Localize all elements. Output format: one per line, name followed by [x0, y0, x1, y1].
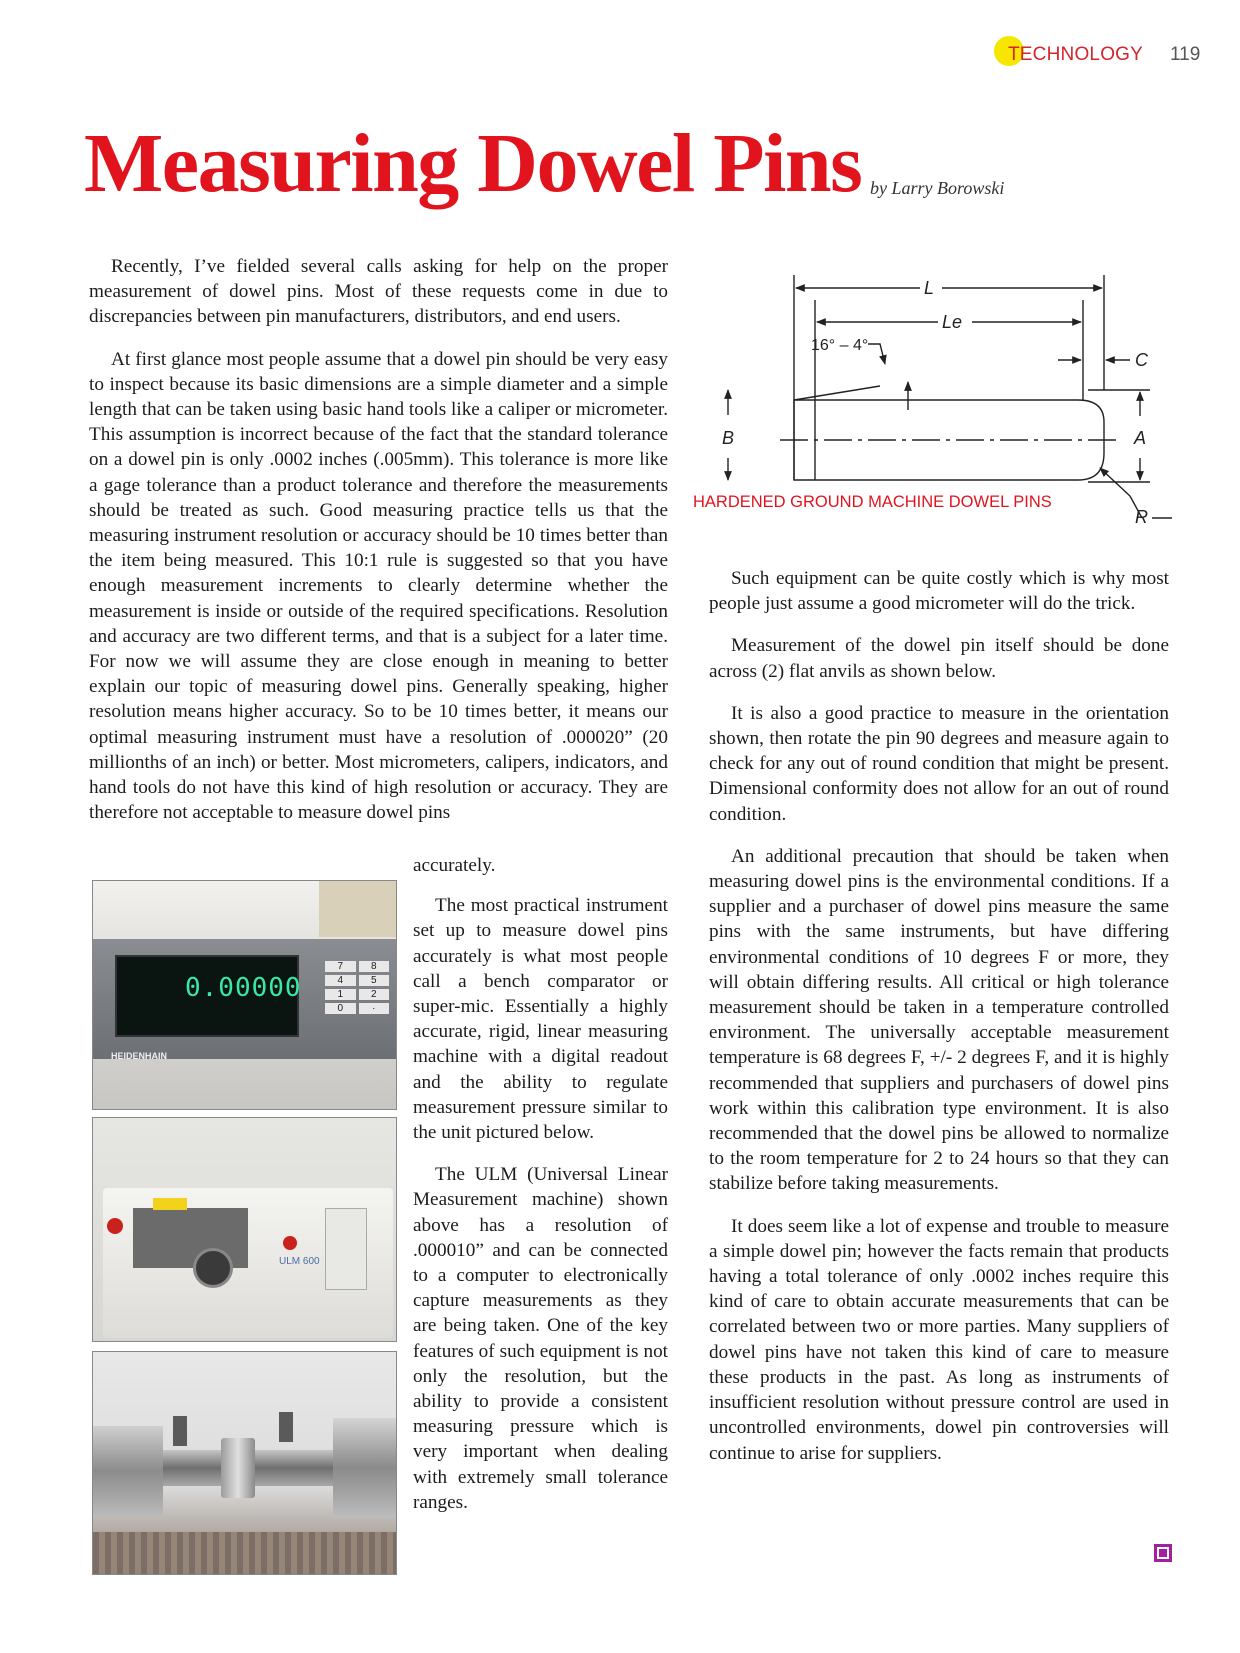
- readout-keypad: [325, 961, 389, 1014]
- paragraph: Measurement of the dowel pin itself should be done across (2) flat anvils as shown below.: [709, 635, 1169, 682]
- key: 8: [359, 961, 390, 972]
- paragraph: It does seem like a lot of expense and trouble to measure a simple dowel pin; however the facts remain that products having a total tolerance of only .0002 inches require this kind of care to obtain accurate measurements that can be correlated between two or more parties. Many suppliers of dowel pins have not taken this kind of care to measure these products in the past. As long as instruments of insufficient resolution without pressure control are used in uncontrolled environments, dowel pin controversies will continue to arise for suppliers.: [709, 1215, 1169, 1464]
- diagram-caption: HARDENED GROUND MACHINE DOWEL PINS: [693, 493, 1052, 511]
- readout-brand: HEIDENHAIN: [111, 1051, 168, 1061]
- left-column: [89, 254, 668, 825]
- key: 7: [325, 961, 356, 972]
- label-a: A: [1134, 428, 1147, 448]
- paragraph: The ULM (Universal Linear Measurement machine) shown above has a resolution of .000010” and can be connected to a computer to electronically capture measurements as they are being taken. One of the key features of such equipment is not only the resolution, but the ability to provide a consistent measuring pressure which is very important when dealing with extremely small tolerance ranges.: [413, 1164, 668, 1513]
- middle-column: [413, 853, 668, 1515]
- paragraph: It is also a good practice to measure in the orientation shown, then rotate the pin 90 degrees and measure again to check for any out of round condition that might be present. Dimensional conformity does not allow for an out of round condition.: [709, 702, 1169, 825]
- right-column: [709, 566, 1169, 1466]
- anvil-pin-photo: [92, 1351, 397, 1575]
- ulm-machine-photo: [92, 1117, 397, 1342]
- paragraph: At first glance most people assume that a dowel pin should be very easy to inspect because its basic dimensions are a simple diameter and a simple length that can be taken using basic hand tools like a caliper or micrometer. This assumption is incorrect because of the fact that the standard tolerance on a dowel pin is only .0002 inches (.005mm). This tolerance is more like a gage tolerance than a product tolerance and therefore the measurements should be treated as such. Good measuring practice tells us that the measuring instrument resolution or accuracy should be 10 times better than the item being measured. This 10:1 rule is suggested so that you have enough measurement increments to clearly determine whether the measurement is inside or outside of the required specifications. Resolution and accuracy are two different terms, and that is a subject for a later time. For now we will assume they are close enough in meaning to better explain our topic of measuring dowel pins. Generally speaking, higher resolution means higher accuracy. So to be 10 times better, it means our optimal measuring instrument must have a resolution of .000020” (20 millionths of an inch) or better. Most micrometers, calipers, indicators, and hand tools do not have this kind of high resolution or accuracy. They are therefore not acceptable to measure dowel pins: [89, 348, 668, 824]
- paragraph: The most practical instrument set up to measure dowel pins accurately is what most people call a bench comparator or super-mic. Essentially a highly accurate, rigid, linear measuring machine with a digital readout and the ability to regulate measurement pressure similar to the unit pictured below.: [413, 895, 668, 1144]
- dowel-pin-diagram: [680, 270, 1180, 535]
- paragraph: Recently, I’ve fielded several calls asking for help on the proper measurement of dowel pins. Most of these requests come in due to discrepancies between pin manufacturers, distributors, and end users.: [89, 256, 668, 328]
- end-of-article-icon: [1154, 1544, 1172, 1562]
- label-c: C: [1135, 350, 1148, 370]
- article-title: Measuring Dowel Pins: [84, 117, 862, 210]
- key: 2: [359, 989, 390, 1000]
- page-number: 119: [1170, 44, 1201, 65]
- label-b: B: [722, 428, 735, 448]
- readout-photo: [92, 880, 397, 1110]
- key: 4: [325, 975, 356, 986]
- paragraph: An additional precaution that should be taken when measuring dowel pins is the environmental conditions. If a supplier and a purchaser of dowel pins measure the same pins with the same instruments, but have differing environmental conditions of 10 degrees F or more, they will obtain differing results. All critical or high tolerance measurement should be taken in a temperature controlled environment. The universally acceptable measurement temperature is 68 degrees F, +/- 2 degrees F, and it is highly recommended that suppliers and purchasers of dowel pins work within this calibration type environment. It is also recommended that the dowel pins be allowed to normalize to the room temperature for 2 to 24 hours so that they can stabilize before taking measurements.: [709, 845, 1169, 1195]
- label-le: Le: [942, 312, 963, 332]
- label-r: R: [1135, 507, 1148, 527]
- key: ·: [359, 1003, 390, 1014]
- paragraph-continuation: accurately.: [413, 855, 496, 876]
- section-label: TECHNOLOGY: [1008, 44, 1144, 65]
- readout-display: 0.00000: [185, 973, 302, 1003]
- key: 5: [359, 975, 390, 986]
- byline: by Larry Borowski: [870, 178, 1005, 198]
- paragraph: Such equipment can be quite costly which is why most people just assume a good micrometer will do the trick.: [709, 568, 1169, 615]
- machine-model-label: ULM 600: [279, 1256, 320, 1267]
- label-l: L: [924, 278, 935, 298]
- key: 0: [325, 1003, 356, 1014]
- label-angle: 16° – 4°: [811, 337, 869, 354]
- key: 1: [325, 989, 356, 1000]
